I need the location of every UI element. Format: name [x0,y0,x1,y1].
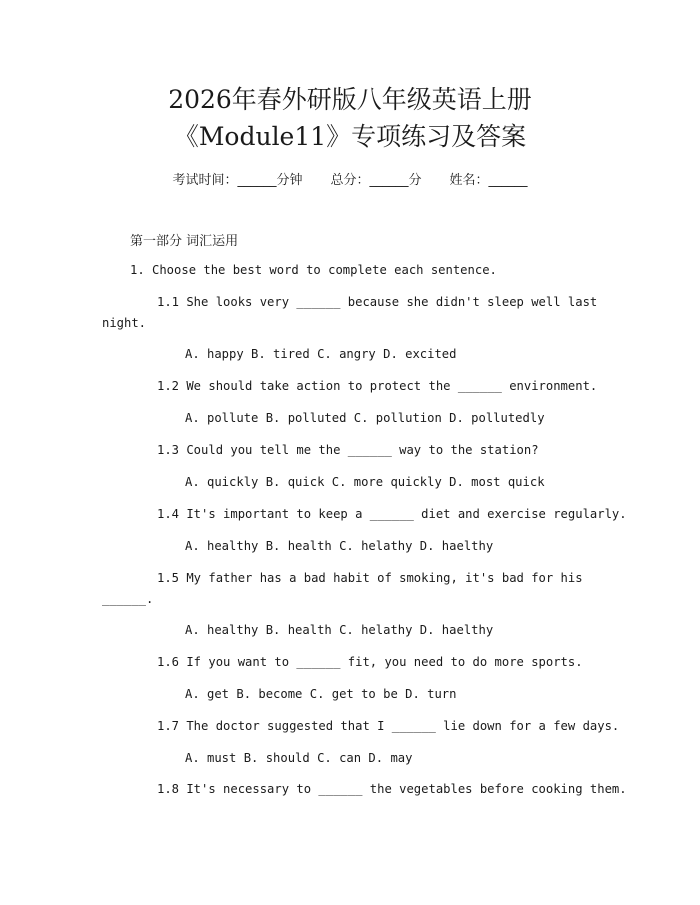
question-stem: 1.4 It's important to keep a ______ diet and exercise regularly. [157,507,627,521]
student-name-field: 姓名：______ [449,173,528,188]
exam-time-field: 考试时间：______分钟 [172,173,303,188]
question-options: A. healthy B. health C. helathy D. haelthy [185,539,494,553]
question-stem: 1.1 She looks very ______ because she didn't sleep well last [157,295,598,309]
question-stem: 1.2 We should take action to protect the ______ environment. [157,379,598,393]
question-options: A. happy B. tired C. angry D. excited [185,347,457,361]
question-options: A. get B. become C. get to be D. turn [185,687,457,701]
question-stem: 1.5 My father has a bad habit of smoking, it's bad for his [157,571,583,585]
question-stem-continued: night. [102,316,147,330]
question-stem: 1.8 It's necessary to ______ the vegetables before cooking them. [157,782,627,796]
section-title: 第一部分 词汇运用 [130,234,239,249]
question-options: A. must B. should C. can D. may [185,751,413,765]
question-options: A. quickly B. quick C. more quickly D. most quick [185,475,545,489]
question-stem: 1.3 Could you tell me the ______ way to the station? [157,443,539,457]
question-options: A. healthy B. health C. helathy D. haelthy [185,623,494,637]
question-stem: 1.7 The doctor suggested that I ______ lie down for a few days. [157,719,620,733]
page-subtitle: 《Module11》专项练习及答案 [173,122,527,151]
page-title: 2026年春外研版八年级英语上册 [168,85,532,114]
section-instruction: 1. Choose the best word to complete each sentence. [130,263,497,277]
exam-info-row [0,169,700,188]
question-stem-continued: ______. [102,592,154,606]
total-score-field: 总分：______分 [330,173,422,188]
question-stem: 1.6 If you want to ______ fit, you need to do more sports. [157,655,583,669]
question-options: A. pollute B. polluted C. pollution D. pollutedly [185,411,545,425]
